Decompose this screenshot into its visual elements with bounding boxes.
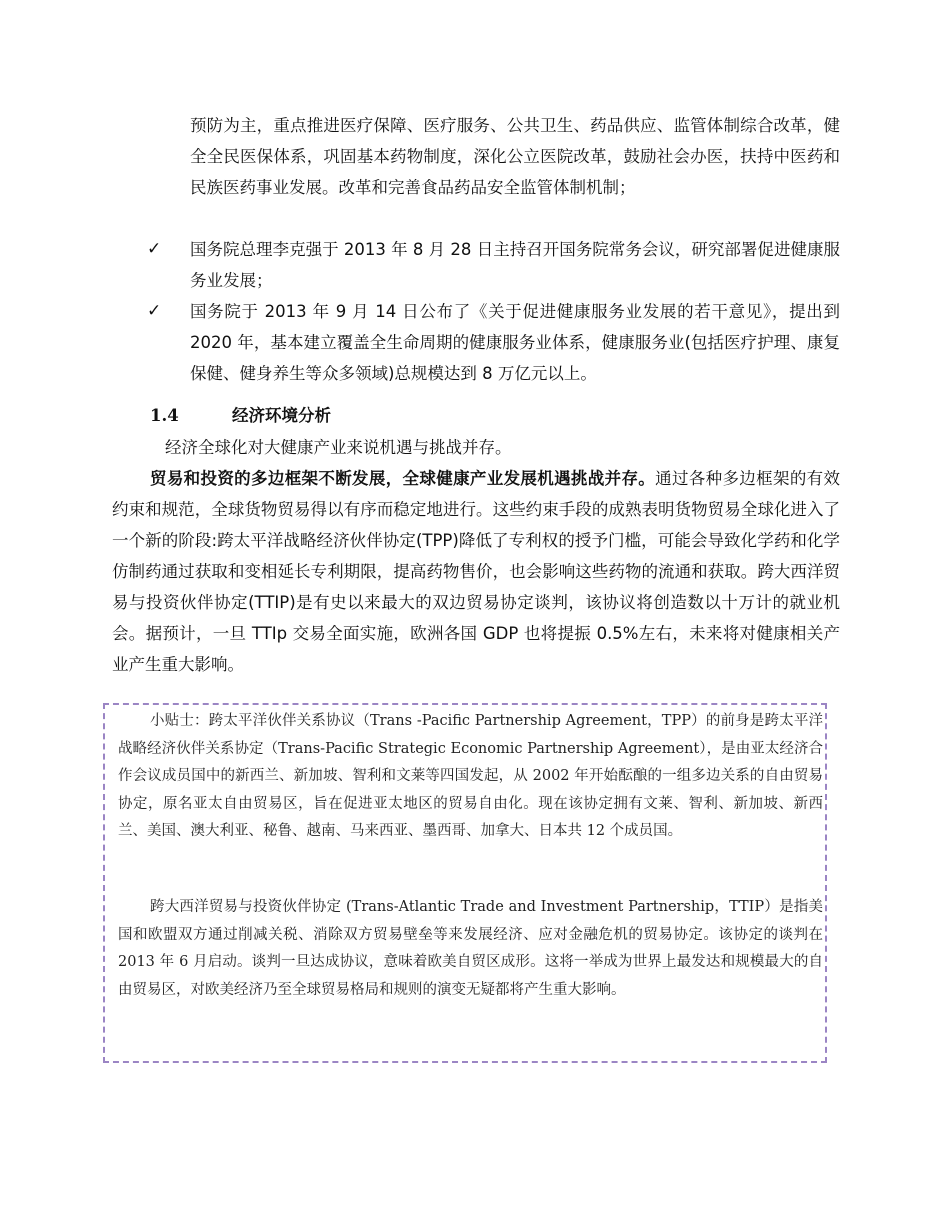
continuation-paragraph: 预防为主，重点推进医疗保障、医疗服务、公共卫生、药品供应、监管体制综合改革，健全全民医保体系，巩固基本药物制度，深化公立医院改革，鼓励社会办医，扶持中医药和民族医药事业发展。改革和完善食品药品安全监管体制机制； bbox=[190, 116, 840, 197]
tip-paragraph-tpp: 小贴士：跨太平洋伙伴关系协议（Trans -Pacific Partnership Agreement，TPP）的前身是跨太平洋战略经济伙伴关系协定（Trans-Pacific Strategic Economic Partnership Agreement），是由亚太经济合作会议成员国中的新西兰、新加坡、智利和文莱等四国发起，从 2002 年开始酝酿的一组多边关系的自由贸易协定，原名亚太自由贸易区，旨在促进亚太地区的贸易自由化。现在该协定拥有文莱、智利、新加坡、新西兰、美国、澳大利亚、秘鲁、越南、马来西亚、墨西哥、加拿大、日本共 12 个成员国。 bbox=[118, 713, 823, 839]
section-heading bbox=[150, 400, 750, 431]
intro-sentence: 经济全球化对大健康产业来说机遇与挑战并存。 bbox=[165, 438, 512, 457]
bullet-text: 国务院于 2013 年 9 月 14 日公布了《关于促进健康服务业发展的若干意见》，提出到 2020 年，基本建立覆盖全生命周期的健康服务业体系，健康服务业(包括医疗护理、康复保健、健身养生等众多领域)总规模达到 8 万亿元以上。 bbox=[190, 302, 840, 383]
section-number: 1.4 bbox=[150, 406, 179, 425]
paragraph-lead: 贸易和投资的多边框架不断发展，全球健康产业发展机遇挑战并存。 bbox=[150, 469, 656, 488]
checkmark-icon: ✓ bbox=[147, 239, 162, 259]
body-paragraph bbox=[112, 463, 840, 680]
paragraph-body: 通过各种多边框架的有效约束和规范，全球货物贸易得以有序而稳定地进行。这些约束手段的成熟表明货物贸易全球化进入了一个新的阶段:跨太平洋战略经济伙伴协定(TPP)降低了专利权的授予门槛，可能会导致化学药和化学仿制药通过获取和变相延长专利期限，提高药物售价，也会影响这些药物的流通和获取。跨大西洋贸易与投资伙伴协定(TTIP)是有史以来最大的双边贸易协定谈判，该协议将创造数以十万计的就业机会。据预计，一旦 TTIp 交易全面实施，欧洲各国 GDP 也将提振 0.5%左右，未来将对健康相关产业产生重大影响。 bbox=[112, 469, 841, 674]
bullet-text: 国务院总理李克强于 2013 年 8 月 28 日主持召开国务院常务会议，研究部署促进健康服务业发展； bbox=[190, 240, 840, 290]
checkmark-icon: ✓ bbox=[147, 301, 162, 321]
section-title: 经济环境分析 bbox=[232, 406, 331, 425]
tip-paragraph-ttip: 跨大西洋贸易与投资伙伴协定 (Trans-Atlantic Trade and Investment Partnership，TTIP）是指美国和欧盟双方通过削减关税、消除双方贸易壁垒等来发展经济、应对金融危机的贸易协定。该协定的谈判在 2013 年 6 月启动。谈判一旦达成协议，意味着欧美自贸区成形。这将一举成为世界上最发达和规模最大的自由贸易区，对欧美经济乃至全球贸易格局和规则的演变无疑都将产生重大影响。 bbox=[118, 899, 823, 998]
